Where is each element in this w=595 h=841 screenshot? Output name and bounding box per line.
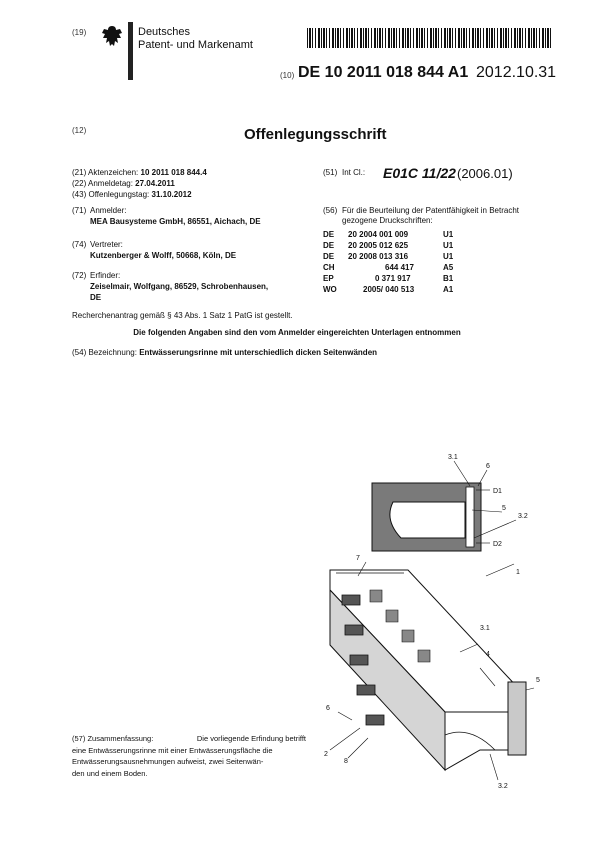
citation-country: DE [323,230,335,239]
federal-eagle-logo [100,24,124,54]
label-3-2-top: 3.2 [518,513,528,520]
inid-56: (56) [323,206,338,215]
document-type: Offenlegungsschrift [244,126,387,143]
abstract-line1 [72,733,306,745]
vertreter-label: Vertreter: [90,240,123,249]
field-anmeldetag [72,179,175,189]
title-value: Entwässerungsrinne mit unterschiedlich dicken Seitenwänden [139,348,378,357]
anmeldetag-value: 27.04.2011 [135,179,175,188]
field-title [72,348,377,358]
inid-71: (71) [72,206,87,215]
erfinder-value-line2: DE [90,293,102,302]
abstract-line4: den und einem Boden. [72,768,148,778]
citation-kind: A1 [443,285,454,294]
label-5-right: 5 [536,677,540,684]
citations-label-line1: Für die Beurteilung der Patentfähigkeit in Betracht [342,206,519,215]
citation-kind: B1 [443,274,454,283]
offenlegungstag-value: 31.10.2012 [151,190,192,199]
label-d1: D1 [493,488,502,495]
abstract-line1-text: Die vorliegende Erfindung betrifft [196,734,306,743]
offenlegungstag-label: Offenlegungstag: [88,190,150,199]
intcl-value: E01C 11/22 [383,165,456,181]
applicant-note: Die folgenden Angaben sind den vom Anmelder eingereichten Unterlagen entnommen [133,328,461,337]
publication-date: 2012.10.31 [476,64,557,81]
anmelder-label: Anmelder: [90,206,127,215]
cross-section-drawing [372,461,516,551]
citation-kind: U1 [443,230,454,239]
publication-number: DE 10 2011 018 844 A1 [298,64,469,81]
office-name-line1: Deutsches [138,26,190,38]
citation-number: 20 2004 001 009 [348,230,409,239]
anmelder-value: MEA Bausysteme GmbH, 86551, Aichach, DE [90,217,261,226]
citation-number: 20 2005 012 625 [348,241,409,250]
inid-10: (10) [280,71,295,80]
citation-country: DE [323,252,335,261]
patent-figure [300,450,560,790]
inid-57: (57) [72,734,86,743]
anmeldetag-label: Anmeldetag: [88,179,133,188]
inid-19: (19) [72,28,87,37]
abstract-line2: eine Entwässerungsrinne mit einer Entwässerungsfläche die [72,745,273,755]
vertreter-value: Kutzenberger & Wolff, 50668, Köln, DE [90,251,237,260]
label-4: 4 [486,651,490,658]
label-6-left: 6 [326,705,330,712]
inid-43: (43) [72,190,87,199]
intcl-label: Int Cl.: [342,168,366,177]
title-label: Bezeichnung: [88,348,137,357]
abstract-line3: Entwässerungsausnehmungen aufweist, zwei Seitenwän- [72,757,264,766]
field-offenlegungstag [72,190,192,200]
citation-number: 644 417 [385,263,414,272]
citation-country: CH [323,263,335,272]
citation-country: EP [323,274,334,283]
erfinder-value-line1: Zeiselmair, Wolfgang, 86529, Schrobenhausen, [90,282,269,291]
abstract-label: Zusammenfassung: [87,734,154,743]
label-6-top: 6 [486,463,490,470]
citation-number: 0 371 917 [375,274,411,283]
citations-label-line2: gezogene Druckschriften: [342,216,433,225]
label-3-1-mid: 3.1 [480,625,490,632]
inid-21: (21) [72,168,87,177]
label-8: 8 [344,758,348,765]
office-name-line2: Patent- und Markenamt [138,39,253,51]
barcode [307,28,553,48]
erfinder-label: Erfinder: [90,271,121,280]
inid-72: (72) [72,271,87,280]
inid-54: (54) [72,348,87,357]
citation-kind: A5 [443,263,454,272]
label-3-2-bottom: 3.2 [498,783,508,790]
inid-51: (51) [323,168,338,177]
citation-kind: U1 [443,252,454,261]
office-name [138,26,253,52]
label-2: 2 [324,751,328,758]
aktenzeichen-value: 10 2011 018 844.4 [140,168,207,177]
label-3-1-top: 3.1 [448,454,458,461]
label-1: 1 [516,569,520,576]
citation-kind: U1 [443,241,454,250]
label-d2: D2 [493,541,502,548]
citation-number: 20 2008 013 316 [348,252,409,261]
gutter-3d-drawing [330,562,534,780]
logo-bar [128,22,133,80]
inid-74: (74) [72,240,87,249]
abstract [72,733,306,779]
inid-22: (22) [72,179,87,188]
citation-country: WO [323,285,337,294]
field-aktenzeichen [72,168,207,178]
label-5-top: 5 [502,505,506,512]
inid-12: (12) [72,126,87,135]
citation-country: DE [323,241,335,250]
intcl-version: (2006.01) [457,166,513,181]
citation-number: 2005/ 040 513 [363,285,415,294]
search-request-note: Recherchenantrag gemäß § 43 Abs. 1 Satz 1 PatG ist gestellt. [72,311,293,320]
aktenzeichen-label: Aktenzeichen: [88,168,139,177]
label-7: 7 [356,555,360,562]
